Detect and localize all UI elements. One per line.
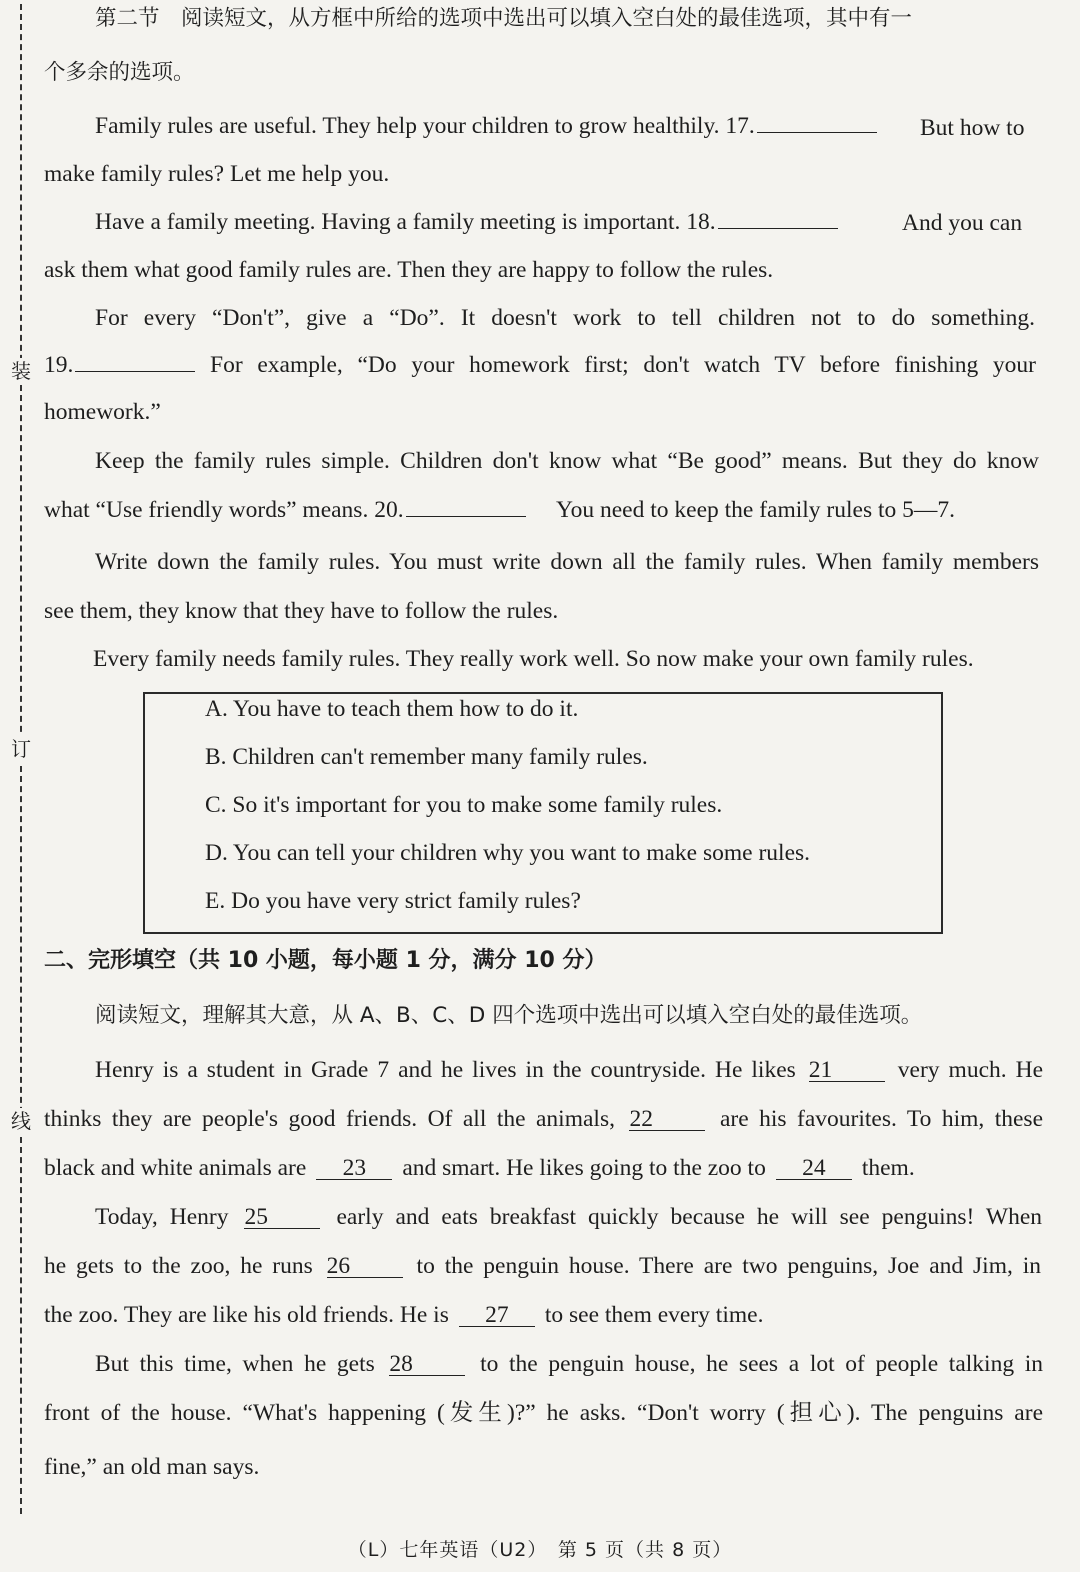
cloze-blank-27[interactable]: 27 xyxy=(459,1304,535,1327)
passage-line: 19. xyxy=(44,350,195,380)
passage-line: But how to xyxy=(920,115,1025,141)
cloze-line: he gets to the zoo, he runs 26 to the penguin house. There are two penguins, Joe and Jim, in xyxy=(44,1253,1042,1279)
cloze-blank-22[interactable]: 22 xyxy=(629,1108,705,1131)
cloze-line: fine,” an old man says. xyxy=(44,1454,260,1480)
cloze-blank-23[interactable]: 23 xyxy=(316,1157,392,1180)
passage-line: see them, they know that they have to follow the rules. xyxy=(44,598,559,624)
section2-instruction: 第二节 阅读短文，从方框中所给的选项中选出可以填入空白处的最佳选项，其中有一 xyxy=(95,6,913,31)
passage-line: For every “Don't”, give a “Do”. It doesn't work to tell children not to do something. xyxy=(95,305,1035,331)
passage-line: For example, “Do your homework first; don't watch TV before finishing your xyxy=(210,352,1036,378)
binding-mark-ding: 订 xyxy=(8,736,34,762)
passage-line: And you can xyxy=(902,210,1023,236)
passage-line: ask them what good family rules are. Then they are happy to follow the rules. xyxy=(44,257,774,283)
binding-mark-xian: 线 xyxy=(8,1108,34,1134)
cloze-line: thinks they are people's good friends. Of all the animals, 22 are his favourites. To him, these xyxy=(44,1106,1044,1132)
passage-line: Every family needs family rules. They really work well. So now make your own family rules. xyxy=(93,646,974,672)
answer-blank-18[interactable] xyxy=(718,208,838,229)
cloze-blank-24[interactable]: 24 xyxy=(776,1157,852,1180)
section2-instruction-cont: 个多余的选项。 xyxy=(44,60,195,85)
section-heading-cloze: 二、完形填空（共 10 小题，每小题 1 分，满分 10 分） xyxy=(44,948,607,973)
passage-line: Family rules are useful. They help your children to grow healthily. 17. xyxy=(95,111,877,141)
answer-blank-20[interactable] xyxy=(406,496,526,517)
cloze-line: the zoo. They are like his old friends. He is 27 to see them every time. xyxy=(44,1302,764,1328)
cloze-line: But this time, when he gets 28 to the penguin house, he sees a lot of people talking in xyxy=(95,1351,1043,1377)
option-b: B. Children can't remember many family rules. xyxy=(205,744,648,770)
cloze-line: Today, Henry 25 early and eats breakfast quickly because he will see penguins! When xyxy=(95,1204,1042,1230)
passage-line: Keep the family rules simple. Children don't know what “Be good” means. But they do know xyxy=(95,448,1039,474)
answer-blank-17[interactable] xyxy=(757,112,877,133)
passage-line: Have a family meeting. Having a family meeting is important. 18. xyxy=(95,207,838,237)
option-c: C. So it's important for you to make some family rules. xyxy=(205,792,723,818)
cloze-line: Henry is a student in Grade 7 and he lives in the countryside. He likes 21 very much. He xyxy=(95,1057,1044,1083)
cloze-line: front of the house. “What's happening (发生)?” he asks. “Don't worry (担心). The penguins are xyxy=(44,1400,1043,1426)
answer-blank-19[interactable] xyxy=(75,351,195,372)
passage-line: make family rules? Let me help you. xyxy=(44,161,390,187)
cloze-instruction: 阅读短文，理解其大意，从 A、B、C、D 四个选项中选出可以填入空白处的最佳选项。 xyxy=(95,1003,923,1028)
option-a: A. You have to teach them how to do it. xyxy=(205,696,579,722)
option-d: D. You can tell your children why you want to make some rules. xyxy=(205,840,811,866)
cloze-blank-28[interactable]: 28 xyxy=(389,1353,465,1376)
binding-mark-zhuang: 装 xyxy=(8,358,34,384)
option-e: E. Do you have very strict family rules? xyxy=(205,888,581,914)
cloze-line: black and white animals are 23 and smart. He likes going to the zoo to 24 them. xyxy=(44,1155,915,1181)
cloze-blank-25[interactable]: 25 xyxy=(244,1206,320,1229)
options-box xyxy=(143,692,943,934)
cloze-blank-26[interactable]: 26 xyxy=(327,1255,403,1278)
passage-line: Write down the family rules. You must write down all the family rules. When family members xyxy=(95,549,1039,575)
passage-line: You need to keep the family rules to 5—7. xyxy=(556,497,956,523)
passage-line: homework.” xyxy=(44,399,161,425)
passage-line: what “Use friendly words” means. 20. xyxy=(44,495,526,525)
cloze-blank-21[interactable]: 21 xyxy=(809,1059,885,1082)
page-footer: （L）七年英语（U2） 第 5 页（共 8 页） xyxy=(347,1539,733,1561)
